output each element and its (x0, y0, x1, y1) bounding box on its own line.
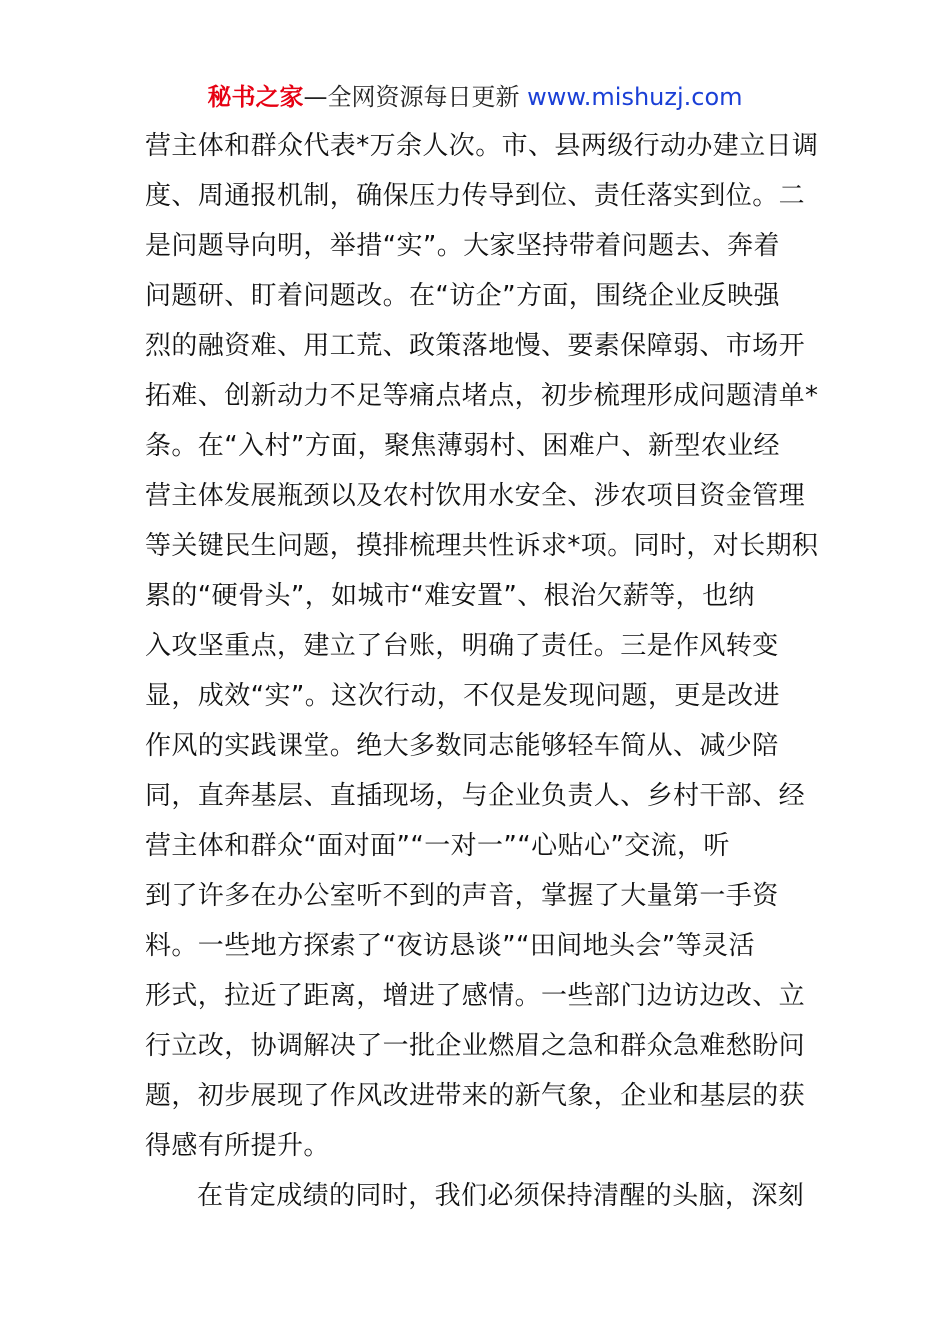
brand-name: 秘书之家 (207, 83, 304, 111)
text-line: 作风的实践课堂。绝大多数同志能够轻车简从、减少陪 (145, 731, 779, 761)
text-line: 营主体发展瓶颈以及农村饮用水安全、涉农项目资金管理 (145, 481, 806, 511)
text-line: 度、周通报机制，确保压力传导到位、责任落实到位。二 (145, 181, 806, 211)
document-body (145, 121, 819, 1221)
text-line: 条。在“入村”方面，聚焦薄弱村、困难户、新型农业经 (145, 431, 780, 461)
site-url-link[interactable]: www.mishuzj.com (527, 83, 743, 111)
site-header (0, 80, 950, 114)
header-tagline: —全网资源每日更新 (303, 83, 520, 111)
text-line: 是问题导向明，举措“实”。大家坚持带着问题去、奔着 (145, 231, 780, 261)
text-line: 入攻坚重点，建立了台账，明确了责任。三是作风转变 (145, 631, 779, 661)
text-line: 显，成效“实”。这次行动，不仅是发现问题，更是改进 (145, 681, 780, 711)
text-line: 得感有所提升。 (145, 1131, 330, 1161)
text-line: 营主体和群众代表*万余人次。市、县两级行动办建立日调 (145, 131, 819, 161)
text-line: 烈的融资难、用工荒、政策落地慢、要素保障弱、市场开 (145, 331, 806, 361)
text-line: 料。一些地方探索了“夜访恳谈”“田间地头会”等灵活 (145, 931, 755, 961)
text-line: 问题研、盯着问题改。在“访企”方面，围绕企业反映强 (145, 281, 780, 311)
text-line: 题，初步展现了作风改进带来的新气象，企业和基层的获 (145, 1081, 806, 1111)
text-line: 同，直奔基层、直插现场，与企业负责人、乡村干部、经 (145, 781, 806, 811)
text-line: 等关键民生问题，摸排梳理共性诉求*项。同时，对长期积 (145, 531, 819, 561)
text-line: 行立改，协调解决了一批企业燃眉之急和群众急难愁盼问 (145, 1031, 806, 1061)
text-line: 形式，拉近了距离，增进了感情。一些部门边访边改、立 (145, 981, 806, 1011)
text-line: 累的“硬骨头”，如城市“难安置”、根治欠薪等，也纳 (145, 581, 755, 611)
text-line: 营主体和群众“面对面”“一对一”“心贴心”交流，听 (145, 831, 730, 861)
paragraph-start-line: 在肯定成绩的同时，我们必须保持清醒的头脑，深刻 (197, 1181, 805, 1211)
text-line: 拓难、创新动力不足等痛点堵点，初步梳理形成问题清单* (145, 381, 819, 411)
text-line: 到了许多在办公室听不到的声音，掌握了大量第一手资 (145, 881, 779, 911)
